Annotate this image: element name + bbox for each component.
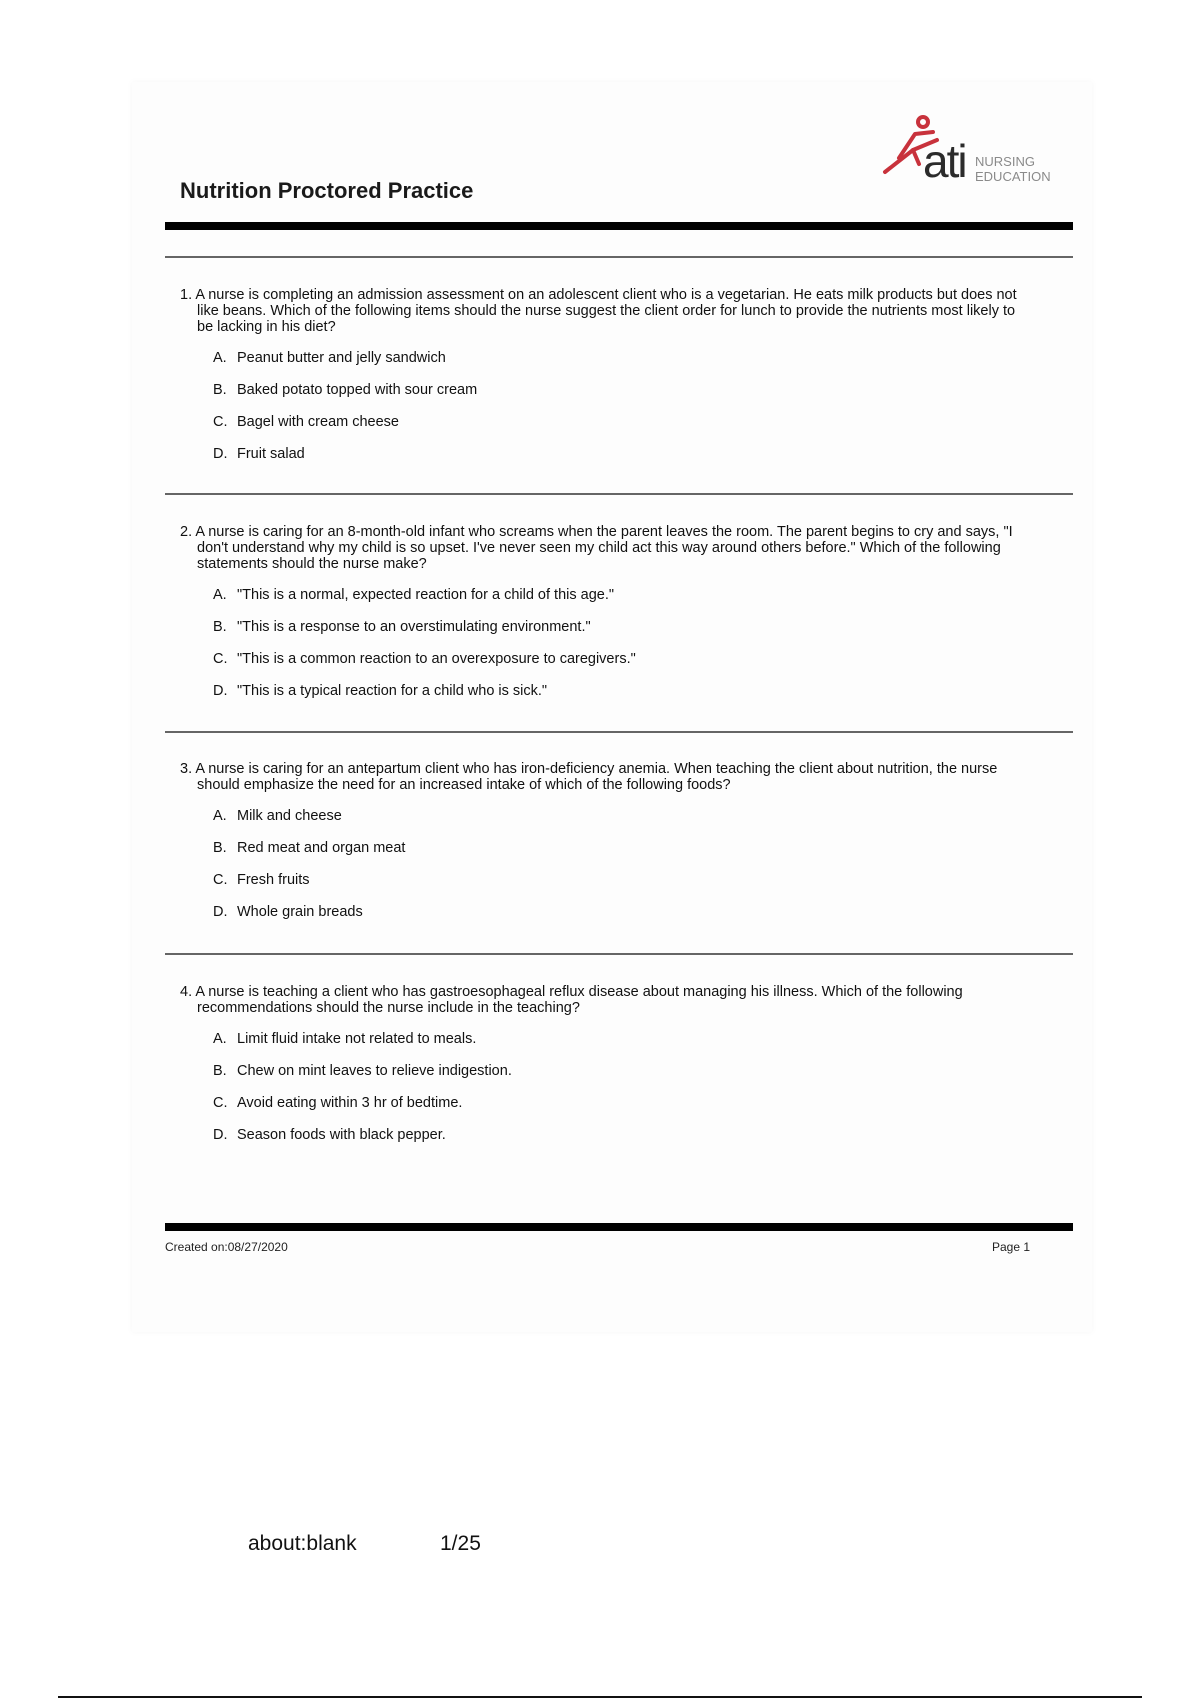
option-letter: A. (213, 587, 227, 603)
question-text: A nurse is completing an admission assessment on an adolescent client who is a vegetarian. He eats milk products but does not like beans. Which of the following items should the nurse suggest the client order for lunch to provide the nutrients most likely to be lacking in his diet? (195, 287, 1017, 335)
option-text: Red meat and organ meat (237, 840, 406, 856)
option-a (180, 1030, 1020, 1062)
option-c (180, 413, 1020, 445)
option-text: Milk and cheese (237, 808, 342, 824)
question-number: 3. (180, 761, 193, 777)
bottom-border-line (58, 1696, 1142, 1698)
header-rule-thin (165, 256, 1073, 258)
question-number: 1. (180, 287, 193, 303)
question-text: A nurse is caring for an 8-month-old infant who screams when the parent leaves the room. The parent begins to cry and says, "I don't understand why my child is so upset. I've never seen my child act this way around others before." Which of the following statements should the nurse make? (195, 524, 1013, 572)
option-text: Fruit salad (237, 446, 305, 462)
option-text: Limit fluid intake not related to meals. (237, 1031, 477, 1047)
option-letter: A. (213, 350, 227, 366)
question-number: 2. (180, 524, 193, 540)
option-text: Season foods with black pepper. (237, 1127, 446, 1143)
question-text: A nurse is caring for an antepartum client who has iron-deficiency anemia. When teaching the client about nutrition, the nurse should emphasize the need for an increased intake of which of the following foods? (195, 761, 998, 793)
logo-subtitle (975, 154, 1051, 184)
option-letter: D. (213, 683, 228, 699)
option-letter: B. (213, 1063, 227, 1079)
option-c (180, 871, 1020, 903)
option-letter: B. (213, 382, 227, 398)
question-text: A nurse is teaching a client who has gastroesophageal reflux disease about managing his illness. Which of the following recommendations should the nurse include in the teaching? (195, 984, 963, 1016)
question-number: 4. (180, 984, 193, 1000)
option-c (180, 1094, 1020, 1126)
option-d (180, 1126, 1020, 1158)
question-stem (180, 984, 1020, 1016)
ati-logo (875, 110, 1055, 200)
logo-brand-text: ati (923, 135, 966, 187)
option-letter: D. (213, 904, 228, 920)
option-letter: A. (213, 808, 227, 824)
option-letter: A. (213, 1031, 227, 1047)
option-a (180, 586, 1020, 618)
option-d (180, 682, 1020, 714)
question-1 (180, 287, 1020, 477)
option-letter: B. (213, 619, 227, 635)
option-b (180, 839, 1020, 871)
option-d (180, 445, 1020, 477)
option-text: "This is a common reaction to an overexposure to caregivers." (237, 651, 636, 667)
option-text: Peanut butter and jelly sandwich (237, 350, 446, 366)
question-divider (165, 953, 1073, 955)
document-title: Nutrition Proctored Practice (180, 178, 474, 203)
question-divider (165, 493, 1073, 495)
created-date: Created on:08/27/2020 (165, 1240, 288, 1254)
option-text: Avoid eating within 3 hr of bedtime. (237, 1095, 463, 1111)
logo-subtitle-line1: NURSING (975, 154, 1035, 169)
option-letter: C. (213, 872, 228, 888)
browser-print-url: about:blank (248, 1532, 357, 1555)
footer-rule-thick (165, 1223, 1073, 1231)
option-c (180, 650, 1020, 682)
option-d (180, 903, 1020, 935)
question-stem (180, 287, 1020, 335)
option-text: Chew on mint leaves to relieve indigestion. (237, 1063, 512, 1079)
page-number: Page 1 (992, 1240, 1031, 1254)
question-stem (180, 761, 1020, 793)
option-letter: B. (213, 840, 227, 856)
option-letter: C. (213, 414, 228, 430)
option-b (180, 618, 1020, 650)
option-b (180, 381, 1020, 413)
option-text: Whole grain breads (237, 904, 363, 920)
option-text: Bagel with cream cheese (237, 414, 399, 430)
option-text: Baked potato topped with sour cream (237, 382, 478, 398)
question-2 (180, 524, 1020, 714)
question-divider (165, 731, 1073, 733)
option-text: Fresh fruits (237, 872, 310, 888)
option-text: "This is a response to an overstimulating environment." (237, 619, 591, 635)
option-letter: D. (213, 1127, 228, 1143)
question-stem (180, 524, 1020, 572)
option-b (180, 1062, 1020, 1094)
option-a (180, 807, 1020, 839)
header-rule-thick (165, 222, 1073, 230)
option-text: "This is a typical reaction for a child who is sick." (237, 683, 548, 699)
question-4 (180, 984, 1020, 1158)
option-letter: C. (213, 651, 228, 667)
option-letter: C. (213, 1095, 228, 1111)
browser-print-page-count: 1/25 (440, 1532, 481, 1555)
option-text: "This is a normal, expected reaction for a child of this age." (237, 587, 615, 603)
logo-subtitle-line2: EDUCATION (975, 169, 1051, 184)
option-a (180, 349, 1020, 381)
question-3 (180, 761, 1020, 935)
option-letter: D. (213, 446, 228, 462)
